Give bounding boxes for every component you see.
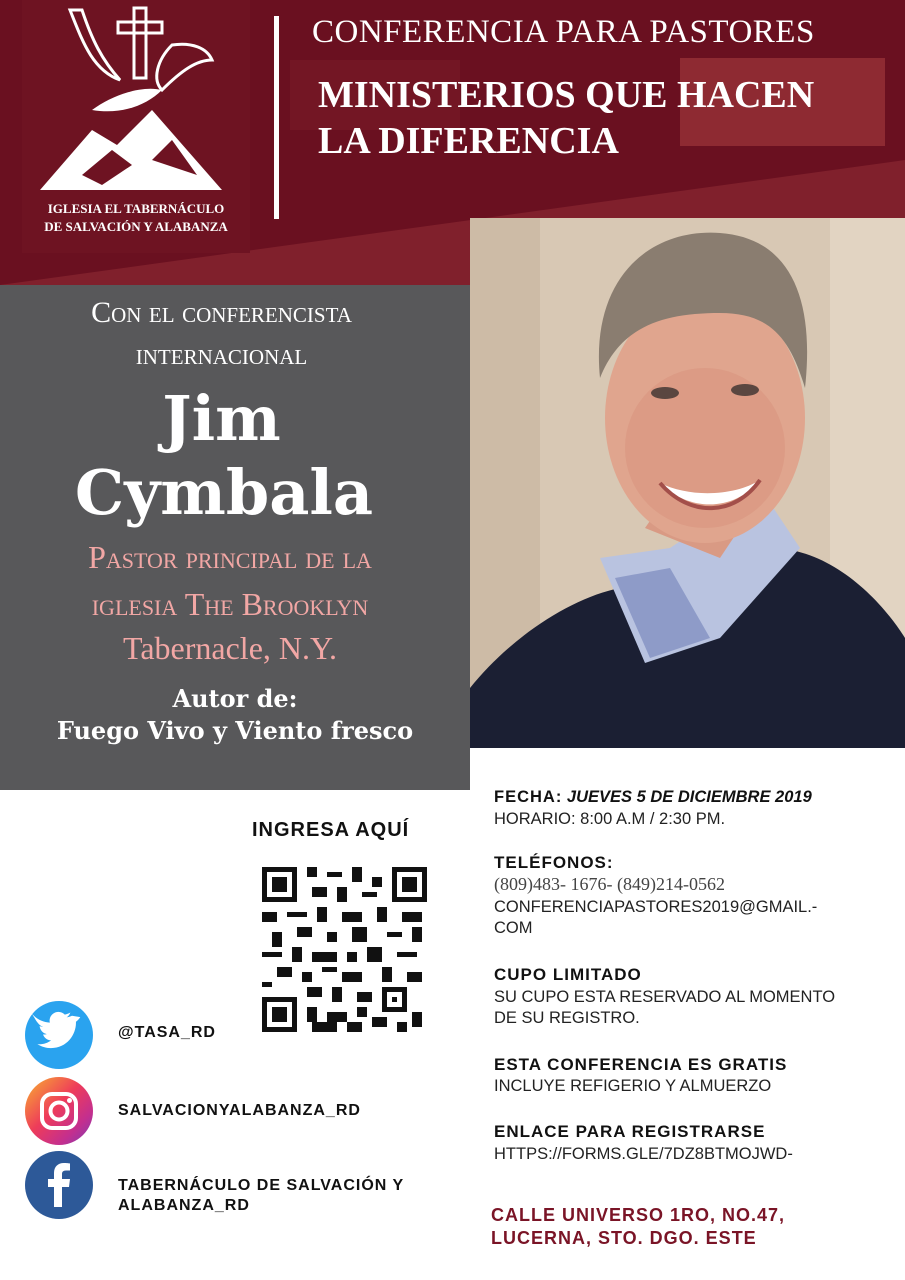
cupo-label: CUPO LIMITADO — [494, 965, 642, 984]
twitter-handle[interactable]: @TASA_RD — [118, 1024, 216, 1041]
email-value — [494, 897, 894, 939]
dove-cross-mountain-icon — [22, 0, 250, 200]
speaker-photo — [470, 218, 905, 748]
conference-title: CONFERENCIA PARA PASTORES — [312, 14, 815, 50]
main-title — [318, 72, 888, 164]
address-line-2: LUCERNA, STO. DGO. ESTE — [491, 1228, 757, 1248]
speaker-first-name: Jim — [162, 382, 281, 455]
date-label: FECHA: — [494, 788, 563, 806]
logo-line-2: DE SALVACIÓN Y ALABANZA — [44, 219, 228, 234]
speaker-intro-line-2: internacional — [135, 338, 308, 371]
church-logo — [22, 0, 250, 253]
speaker-last-name: Cymbala — [74, 456, 374, 529]
facebook-f-icon[interactable] — [25, 1151, 93, 1219]
registration-link-label: ENLACE PARA REGISTRARSE — [494, 1122, 766, 1141]
registration-link[interactable]: HTTPS://FORMS.GLE/7DZ8BTMOJWD- — [494, 1145, 793, 1163]
instagram-handle[interactable]: SALVACIONYALABANZA_RD — [118, 1102, 361, 1119]
register-label: INGRESA AQUÍ — [252, 819, 410, 841]
main-title-line-2: LA DIFERENCIA — [318, 120, 619, 162]
cupo-line-1: SU CUPO ESTA RESERVADO AL MOMENTO — [494, 988, 836, 1006]
address — [491, 1204, 891, 1250]
free-label: ESTA CONFERENCIA ES GRATIS — [494, 1055, 788, 1074]
phones-value: (809)483- 1676- (849)214-0562 — [494, 874, 725, 894]
time-value: HORARIO: 8:00 A.M / 2:30 PM. — [494, 810, 726, 828]
speaker-role-line-2: iglesia The Brooklyn — [91, 586, 369, 622]
header-divider — [274, 16, 279, 219]
phones-label: TELÉFONOS: — [494, 853, 614, 872]
date-value: JUEVES 5 DE DICIEMBRE 2019 — [566, 788, 812, 806]
date-line — [494, 787, 894, 808]
facebook-page[interactable] — [118, 1176, 478, 1216]
author-books: Fuego Vivo y Viento fresco — [56, 716, 414, 745]
main-title-line-1: MINISTERIOS QUE HACEN — [318, 74, 815, 116]
speaker-intro-line-1: Con el conferencista — [91, 296, 352, 329]
address-line-1: CALLE UNIVERSO 1RO, NO.47, — [491, 1205, 786, 1225]
speaker-role-line-3: Tabernacle, N.Y. — [123, 630, 337, 666]
cupo-line-2: DE SU REGISTRO. — [494, 1009, 640, 1027]
logo-line-1: IGLESIA EL TABERNÁCULO — [47, 201, 225, 216]
qr-code[interactable] — [262, 867, 427, 1032]
twitter-bird-icon[interactable] — [25, 1001, 93, 1069]
facebook-line-1: TABERNÁCULO DE SALVACIÓN Y — [118, 1177, 405, 1194]
email-line-1: CONFERENCIAPASTORES2019@GMAIL.- — [494, 898, 818, 916]
author-label: Autor de: — [172, 684, 298, 713]
email-line-2: COM — [494, 919, 533, 937]
facebook-line-2: ALABANZA_RD — [118, 1197, 250, 1214]
cupo-value — [494, 987, 894, 1029]
free-value: INCLUYE REFIGERIO Y ALMUERZO — [494, 1077, 772, 1095]
speaker-role-line-1: Pastor principal de la — [88, 539, 372, 575]
instagram-camera-icon[interactable] — [25, 1077, 93, 1145]
